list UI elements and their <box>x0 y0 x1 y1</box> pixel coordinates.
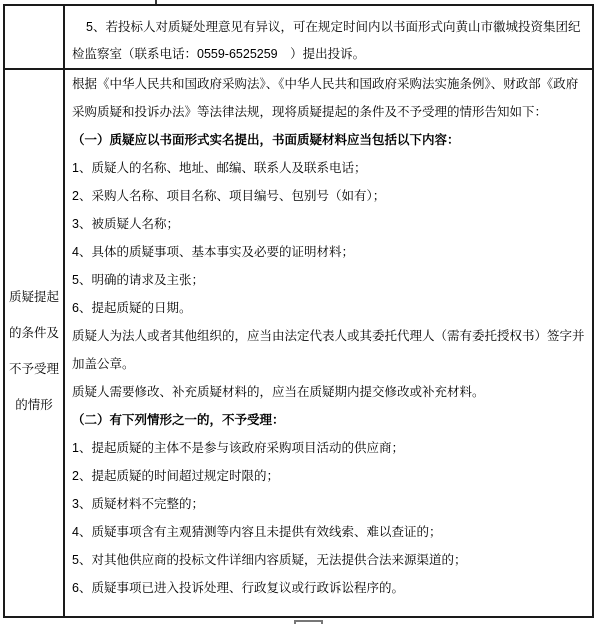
notice-paragraph: 1、提起质疑的主体不是参与该政府采购项目活动的供应商； <box>72 441 404 455</box>
row2-header-cell <box>5 70 65 616</box>
notice-paragraph: 6、质疑事项已进入投诉处理、行政复议或行政诉讼程序的。 <box>72 581 404 595</box>
notice-paragraph-intro: 根据《中华人民共和国政府采购法》、《中华人民共和国政府采购法实施条例》、财政部《政府采购质疑和投诉办法》等法律法规，现将质疑提起的条件及不予受理的情形告知如下： <box>72 77 579 119</box>
notice-section-2-heading: （二）有下列情形之一的，不予受理： <box>72 413 285 427</box>
row1-header-cell-empty <box>5 6 65 70</box>
notice-paragraph: 5、对其他供应商的投标文件详细内容质疑，无法提供合法来源渠道的； <box>72 553 467 567</box>
row1-content-cell <box>65 6 592 70</box>
row2-content-cell <box>65 70 592 616</box>
notice-paragraph: 质疑人需要修改、补充质疑材料的，应当在质疑期内提交修改或补充材料。 <box>72 385 485 399</box>
notice-paragraph: 1、质疑人的名称、地址、邮编、联系人及联系电话； <box>72 161 367 175</box>
notice-paragraph: 2、提起质疑的时间超过规定时限的； <box>72 469 279 483</box>
notice-paragraph: 4、具体的质疑事项、基本事实及必要的证明材料； <box>72 245 354 259</box>
row2-header-label: 质疑提起的条件及不予受理的情形 <box>8 290 59 412</box>
complaint-contact-paragraph: 5、若投标人对质疑处理意见有异议，可在规定时间内以书面形式向黄山市徽城投资集团纪检监察室（联系电话：0559-6525259 ）提出投诉。 <box>72 20 581 61</box>
notice-paragraph: 质疑人为法人或者其他组织的，应当由法定代表人或其委托代理人（需有委托授权书）签字并加盖公章。 <box>72 329 585 371</box>
notice-paragraph: 4、质疑事项含有主观猜测等内容且未提供有效线索、难以查证的； <box>72 525 442 539</box>
notice-paragraph: 2、采购人名称、项目名称、项目编号、包别号（如有）； <box>72 189 386 203</box>
query-notice-table <box>3 4 594 618</box>
page-footer-box-artifact <box>294 620 323 624</box>
notice-paragraph: 6、提起质疑的日期。 <box>72 301 192 315</box>
notice-section-1-heading: （一）质疑应以书面形式实名提出，书面质疑材料应当包括以下内容： <box>72 133 460 147</box>
notice-paragraph: 5、明确的请求及主张； <box>72 273 204 287</box>
notice-paragraph: 3、被质疑人名称； <box>72 217 179 231</box>
notice-paragraph: 3、质疑材料不完整的； <box>72 497 204 511</box>
